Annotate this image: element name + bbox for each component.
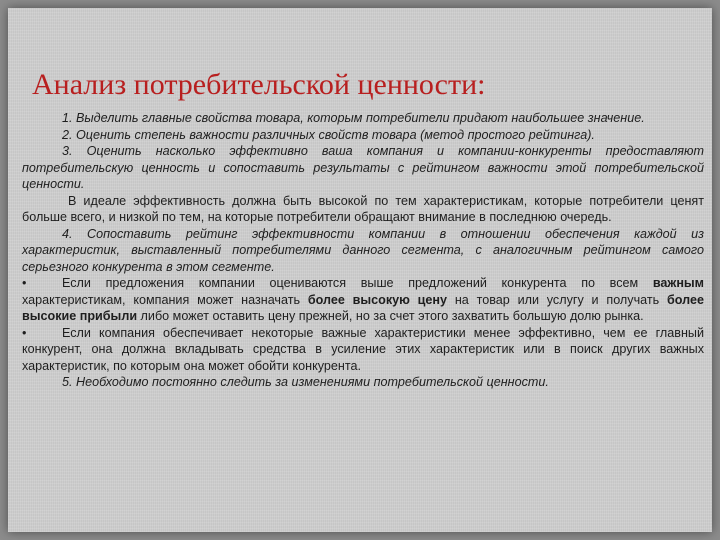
bullet-1-text-c: характеристикам, компания может назначать	[22, 292, 308, 307]
slide-body	[22, 110, 704, 391]
bullet-1-text-g: либо может оставить цену прежней, но за счет этого захватить большую долю рынка.	[137, 309, 644, 323]
step-2-paragraph: 2. Оценить степень важности различных свойств товара (метод простого рейтинга).	[62, 127, 595, 142]
step-3-paragraph: 3. Оценить насколько эффективно ваша компания и компании-конкуренты предоставляют потребительскую ценность и сопоставить результаты с рейтингом важности этой потребительской ценности.	[22, 144, 704, 191]
bullet-1-text-e: на товар или услугу и получать	[447, 292, 667, 307]
bullet-icon: •	[22, 325, 27, 340]
step-5-paragraph: 5. Необходимо постоянно следить за изменениями потребительской ценности.	[62, 375, 549, 389]
bullet-1-bold-higher-profit: более высокие прибыли	[22, 292, 704, 323]
bullet-item-higher-price	[22, 275, 704, 325]
bullet-1-bold-important: важным	[652, 276, 704, 290]
bullet-icon: •	[22, 276, 27, 290]
slide	[8, 8, 712, 532]
bullet-1-text-a: Если предложения компании оцениваются выше предложений конкурента по всем	[62, 276, 653, 290]
bullet-2-text: Если компания обеспечивает некоторые важные характеристики менее эффективно, чем ее главный конкурент, она должна вкладывать средства в усиление этих характеристик или в поиск других важных характеристик, по которым она может обойти конкурента.	[22, 325, 704, 373]
step-4-paragraph: 4. Сопоставить рейтинг эффективности компании в отношении обеспечения каждой из характеристик, выставленный потребителями данного сегмента, с аналогичным рейтингом самого серьезного конкурента в этом сегменте.	[22, 226, 704, 274]
slide-title: Анализ потребительской ценности:	[32, 68, 486, 101]
bullet-1-bold-higher-price: более высокую цену	[307, 292, 448, 307]
ideal-effectiveness-paragraph: В идеале эффективность должна быть высокой по тем характеристикам, которые потребители ценят больше всего, и низкой по тем, на которые потребители обращают внимание в последнюю очередь.	[22, 193, 704, 224]
step-1-paragraph: 1. Выделить главные свойства товара, которым потребители придают наибольшее значение.	[62, 111, 645, 125]
bullet-item-invest	[22, 325, 704, 375]
